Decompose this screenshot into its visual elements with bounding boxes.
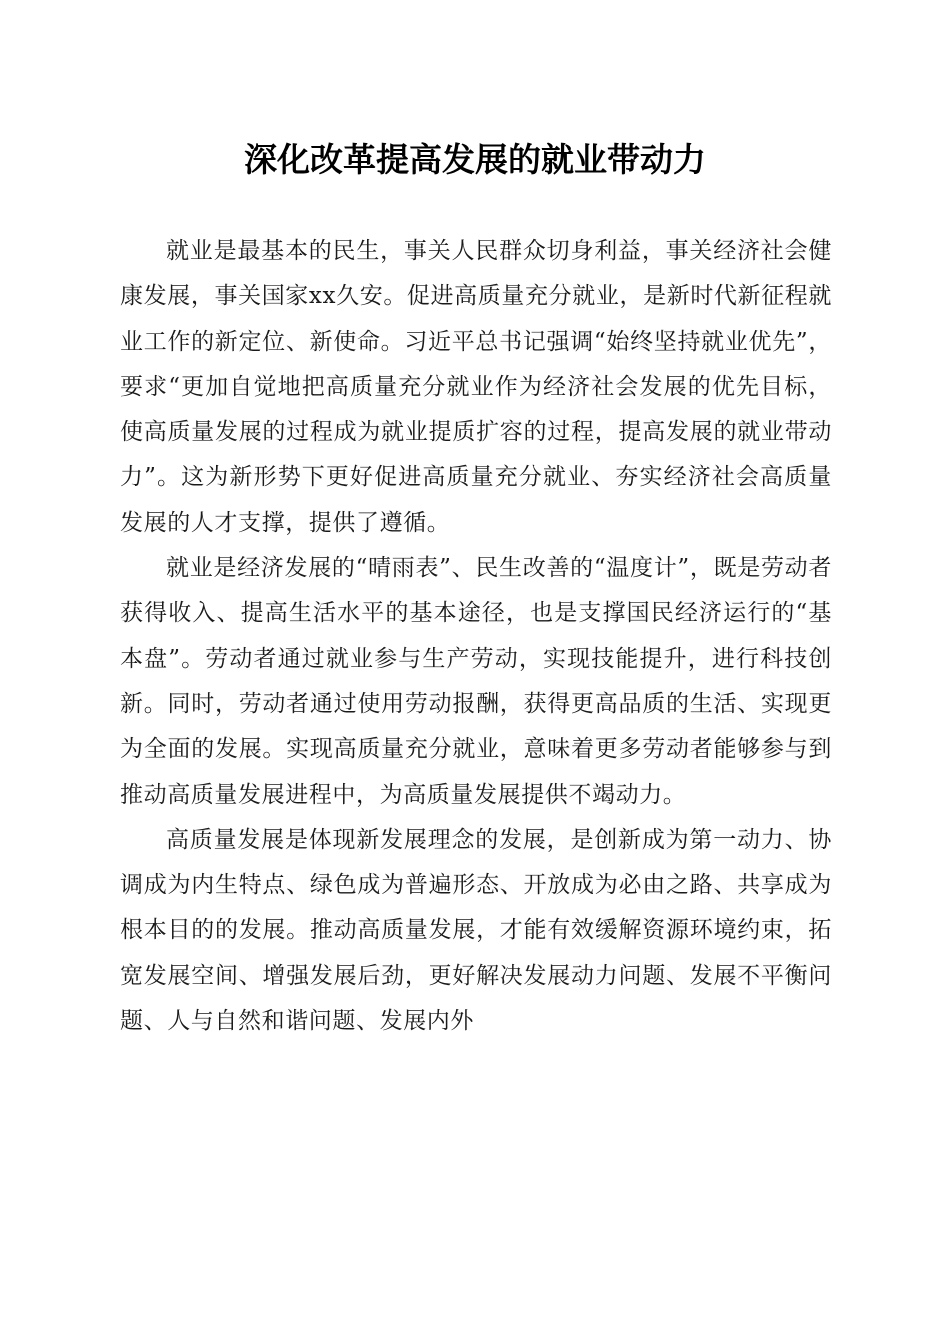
paragraph-3: 高质量发展是体现新发展理念的发展，是创新成为第一动力、协调成为内生特点、绿色成为普遍形态、开放成为必由之路、共享成为根本目的的发展。推动高质量发展，才能有效缓解资源环境约束，拓宽发展空间、增强发展后劲，更好解决发展动力问题、发展不平衡问题、人与自然和谐问题、发展内外 — [120, 826, 832, 1035]
document-title: 深化改革提高发展的就业带动力 — [244, 140, 706, 179]
paragraph-2: 就业是经济发展的“晴雨表”、民生改善的“温度计”，既是劳动者获得收入、提高生活水平的基本途径，也是支撑国民经济运行的“基本盘”。劳动者通过就业参与生产劳动，实现技能提升，进行科技创新。同时，劳动者通过使用劳动报酬，获得更高品质的生活、实现更为全面的发展。实现高质量充分就业，意味着更多劳动者能够参与到推动高质量发展进程中，为高质量发展提供不竭动力。 — [120, 555, 832, 808]
document-body — [120, 229, 832, 1044]
paragraph-1: 就业是最基本的民生，事关人民群众切身利益，事关经济社会健康发展，事关国家xx久安。促进高质量充分就业，是新时代新征程就业工作的新定位、新使命。习近平总书记强调“始终坚持就业优先”，要求“更加自觉地把高质量充分就业作为经济社会发展的优先目标，使高质量发展的过程成为就业提质扩容的过程，提高发展的就业带动力”。这为新形势下更好促进高质量充分就业、夯实经济社会高质量发展的人才支撑，提供了遵循。 — [120, 238, 832, 536]
